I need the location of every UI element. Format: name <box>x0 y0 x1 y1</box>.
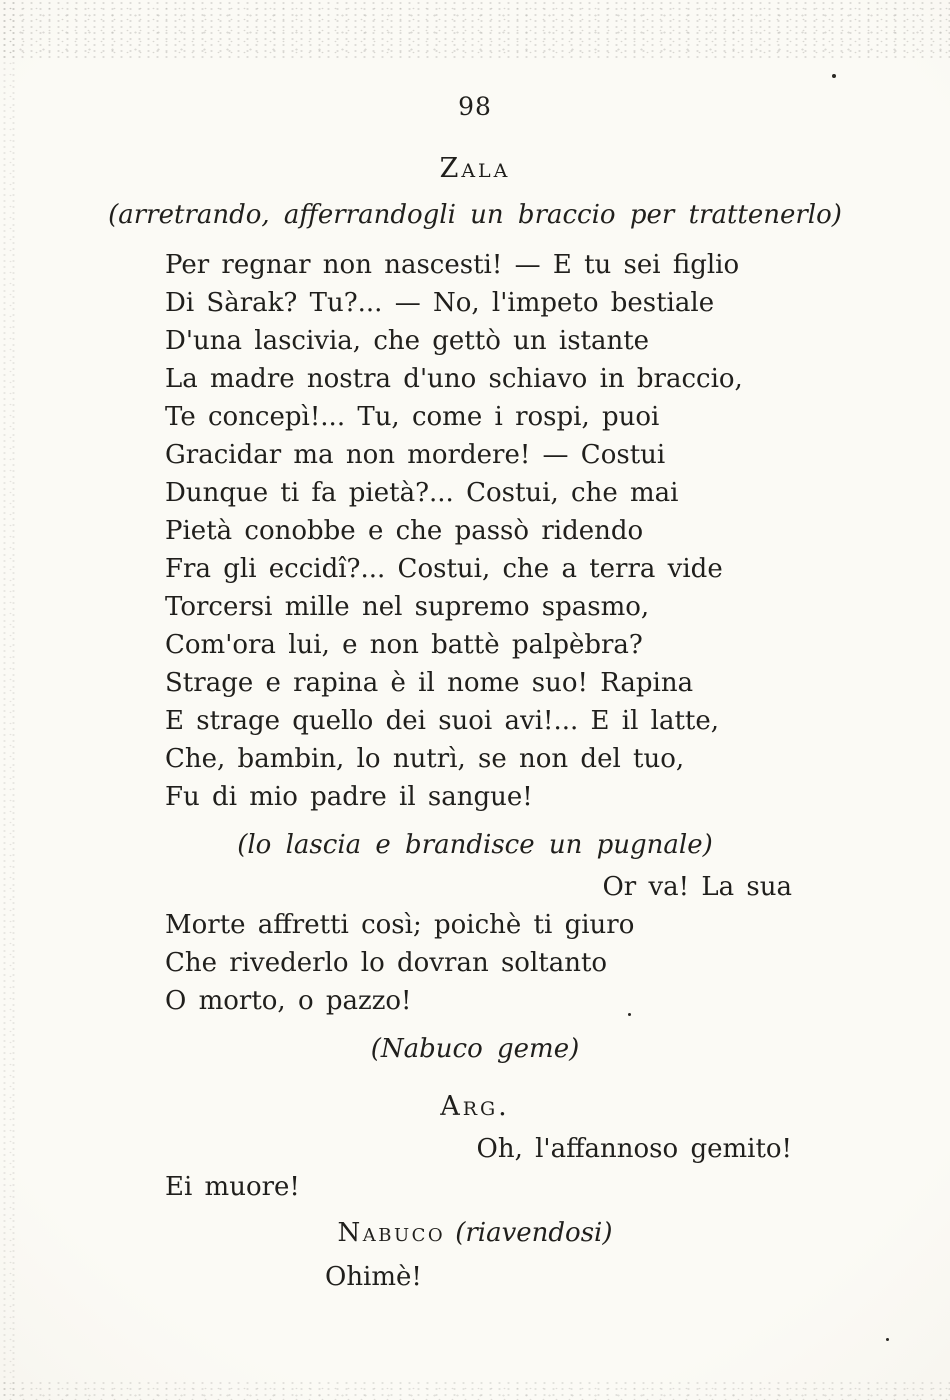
verse-line: Te concepì!... Tu, come i rospi, puoi <box>165 402 660 432</box>
verse-line: O morto, o pazzo! <box>165 986 412 1016</box>
speaker-arg: Arg. <box>440 1091 510 1122</box>
verse-block-zala-2-lines <box>165 906 792 1020</box>
speaker-nabuco: Nabuco <box>337 1218 446 1248</box>
verse-line: Di Sàrak? Tu?... — No, l'impeto bestiale <box>165 288 715 318</box>
verse-block-arg <box>165 1130 792 1206</box>
speaker-nabuco-line <box>0 1216 950 1250</box>
verse-line: D'una lascivia, che gettò un istante <box>165 326 650 356</box>
ink-speck <box>886 1338 889 1341</box>
verse-line-hanging: Oh, l'affannoso gemito! <box>476 1134 792 1164</box>
verse-line: Che, bambin, lo nutrì, se non del tuo, <box>165 744 685 774</box>
verse-line: Che rivederlo lo dovran soltanto <box>165 948 608 978</box>
verse-line: Morte affretti così; poichè ti giuro <box>165 910 635 940</box>
verse-block-zala <box>165 246 792 816</box>
stage-direction-riavendosi: (riavendosi) <box>455 1218 613 1248</box>
verse-line: Fu di mio padre il sangue! <box>165 782 533 812</box>
verse-line: E strage quello dei suoi avi!... E il latte, <box>165 706 720 736</box>
verse-line: Com'ora lui, e non battè palpèbra? <box>165 630 643 660</box>
verse-line-ohime: Ohimè! <box>325 1262 422 1292</box>
verse-line-hanging: Or va! La sua <box>602 872 792 902</box>
verse-line: Fra gli eccidî?... Costui, che a terra vide <box>165 554 723 584</box>
scan-noise-bottom <box>0 1380 950 1400</box>
stage-direction-dagger: (lo lascia e brandisce un pugnale) <box>237 830 713 860</box>
speaker-zala: Zala <box>439 153 511 184</box>
ink-speck <box>628 1013 631 1016</box>
verse-line: Dunque ti fa pietà?... Costui, che mai <box>165 478 679 508</box>
page-number: 98 <box>458 92 492 121</box>
verse-line: Pietà conobbe e che passò ridendo <box>165 516 644 546</box>
verse-line: Strage e rapina è il nome suo! Rapina <box>165 668 694 698</box>
stage-direction-entry: (arretrando, afferrandogli un braccio per trattenerlo) <box>108 200 842 230</box>
verse-line: La madre nostra d'uno schiavo in braccio, <box>165 364 743 394</box>
verse-line: Gracidar ma non mordere! — Costui <box>165 440 666 470</box>
ink-speck <box>832 74 836 78</box>
verse-line: Torcersi mille nel supremo spasmo, <box>165 592 650 622</box>
verse-block-zala-2 <box>165 868 792 1020</box>
verse-line: Per regnar non nascesti! — E tu sei figlio <box>165 250 740 280</box>
stage-direction-geme: (Nabuco geme) <box>370 1034 580 1064</box>
verse-line: Ei muore! <box>165 1172 300 1202</box>
